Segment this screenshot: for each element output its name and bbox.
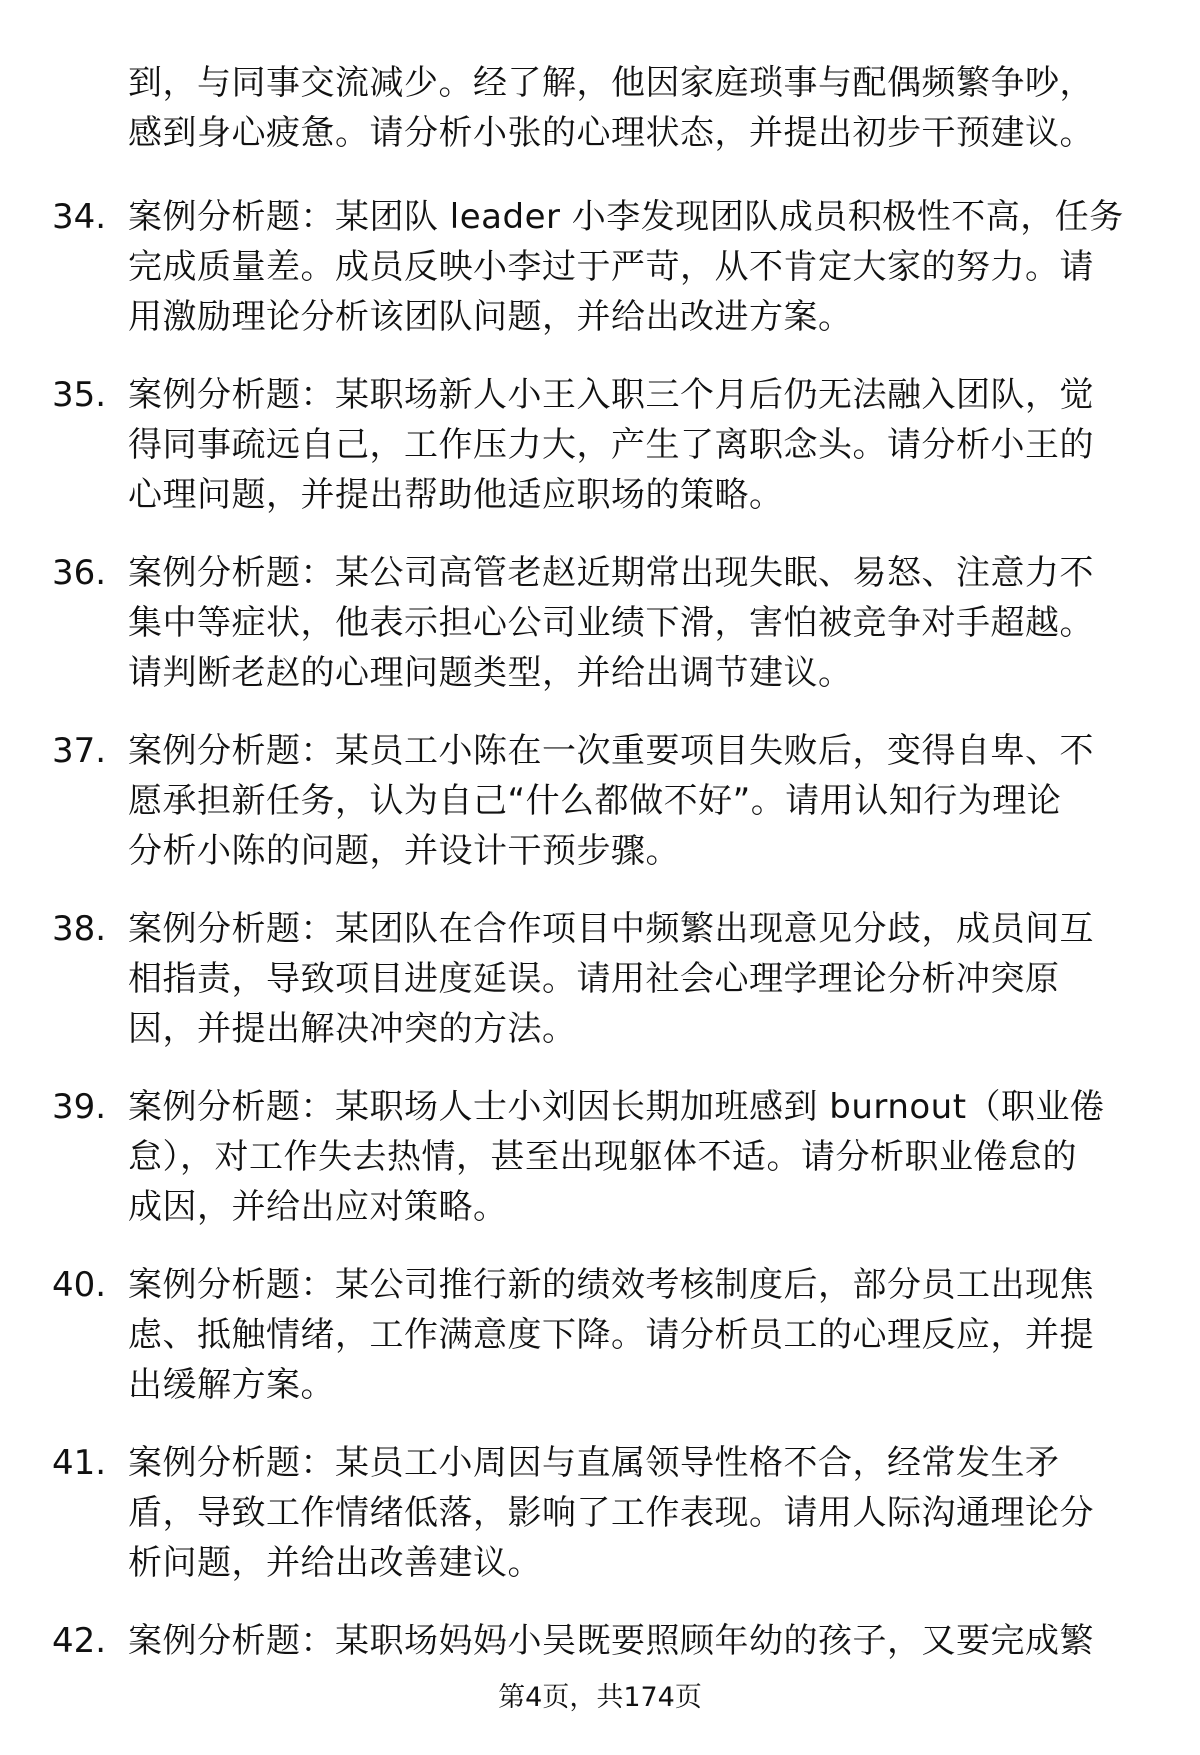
question-text-line: 到，与同事交流减少。经了解，他因家庭琐事与配偶频繁争吵， xyxy=(128,63,1094,103)
question-number: 35. xyxy=(52,375,107,415)
question-text-line: 得同事疏远自己，工作压力大，产生了离职念头。请分析小王的 xyxy=(128,425,1094,465)
question-number: 42. xyxy=(52,1621,107,1661)
question-text-line: 集中等症状，他表示担心公司业绩下滑，害怕被竞争对手超越。 xyxy=(128,603,1094,643)
question-text-line: 盾，导致工作情绪低落，影响了工作表现。请用人际沟通理论分 xyxy=(128,1493,1094,1533)
question-text-line: 怠），对工作失去热情，甚至出现躯体不适。请分析职业倦怠的 xyxy=(128,1137,1077,1177)
question-item xyxy=(0,1438,1200,1588)
question-text-line: 案例分析题：某职场人士小刘因长期加班感到 burnout（职业倦 xyxy=(128,1087,1105,1127)
question-number: 41. xyxy=(52,1443,107,1483)
question-number: 34. xyxy=(52,197,107,237)
question-item xyxy=(0,1082,1200,1232)
question-number: 40. xyxy=(52,1265,107,1305)
question-text-line: 愿承担新任务，认为自己“什么都做不好”。请用认知行为理论 xyxy=(128,781,1062,821)
question-text-line: 析问题，并给出改善建议。 xyxy=(128,1543,542,1583)
question-item xyxy=(0,1260,1200,1410)
page-footer: 第4页，共174页 xyxy=(498,1682,702,1713)
question-item xyxy=(0,548,1200,698)
question-text-line: 分析小陈的问题，并设计干预步骤。 xyxy=(128,831,680,871)
question-text-line: 请判断老赵的心理问题类型，并给出调节建议。 xyxy=(128,653,853,693)
question-text-line: 成因，并给出应对策略。 xyxy=(128,1187,508,1227)
question-text-line: 案例分析题：某团队在合作项目中频繁出现意见分歧，成员间互 xyxy=(128,909,1094,949)
question-text-line: 虑、抵触情绪，工作满意度下降。请分析员工的心理反应，并提 xyxy=(128,1315,1094,1355)
question-text-line: 相指责，导致项目进度延误。请用社会心理学理论分析冲突原 xyxy=(128,959,1060,999)
question-text-line: 案例分析题：某员工小周因与直属领导性格不合，经常发生矛 xyxy=(128,1443,1060,1483)
question-text-line: 用激励理论分析该团队问题，并给出改进方案。 xyxy=(128,297,853,337)
question-text-line: 感到身心疲惫。请分析小张的心理状态，并提出初步干预建议。 xyxy=(128,113,1094,153)
question-text-line: 完成质量差。成员反映小李过于严苛，从不肯定大家的努力。请 xyxy=(128,247,1094,287)
question-text-line: 出缓解方案。 xyxy=(128,1365,335,1405)
question-item xyxy=(0,726,1200,876)
question-text-line: 案例分析题：某职场妈妈小吴既要照顾年幼的孩子，又要完成繁 xyxy=(128,1621,1094,1661)
question-item xyxy=(0,904,1200,1054)
question-text-line: 案例分析题：某职场新人小王入职三个月后仍无法融入团队，觉 xyxy=(128,375,1094,415)
document-body xyxy=(0,58,1200,1694)
question-number: 36. xyxy=(52,553,107,593)
question-item xyxy=(0,192,1200,342)
question-text-line: 案例分析题：某员工小陈在一次重要项目失败后，变得自卑、不 xyxy=(128,731,1094,771)
question-number: 38. xyxy=(52,909,107,949)
question-item xyxy=(0,1616,1200,1666)
question-number: 37. xyxy=(52,731,107,771)
question-number: 39. xyxy=(52,1087,107,1127)
question-item xyxy=(0,370,1200,520)
question-text-line: 因，并提出解决冲突的方法。 xyxy=(128,1009,577,1049)
question-text-line: 案例分析题：某公司推行新的绩效考核制度后，部分员工出现焦 xyxy=(128,1265,1094,1305)
question-text-line: 心理问题，并提出帮助他适应职场的策略。 xyxy=(128,475,784,515)
question-continuation xyxy=(0,58,1200,158)
question-text-line: 案例分析题：某公司高管老赵近期常出现失眠、易怒、注意力不 xyxy=(128,553,1094,593)
question-text-line: 案例分析题：某团队 leader 小李发现团队成员积极性不高，任务 xyxy=(128,197,1124,237)
